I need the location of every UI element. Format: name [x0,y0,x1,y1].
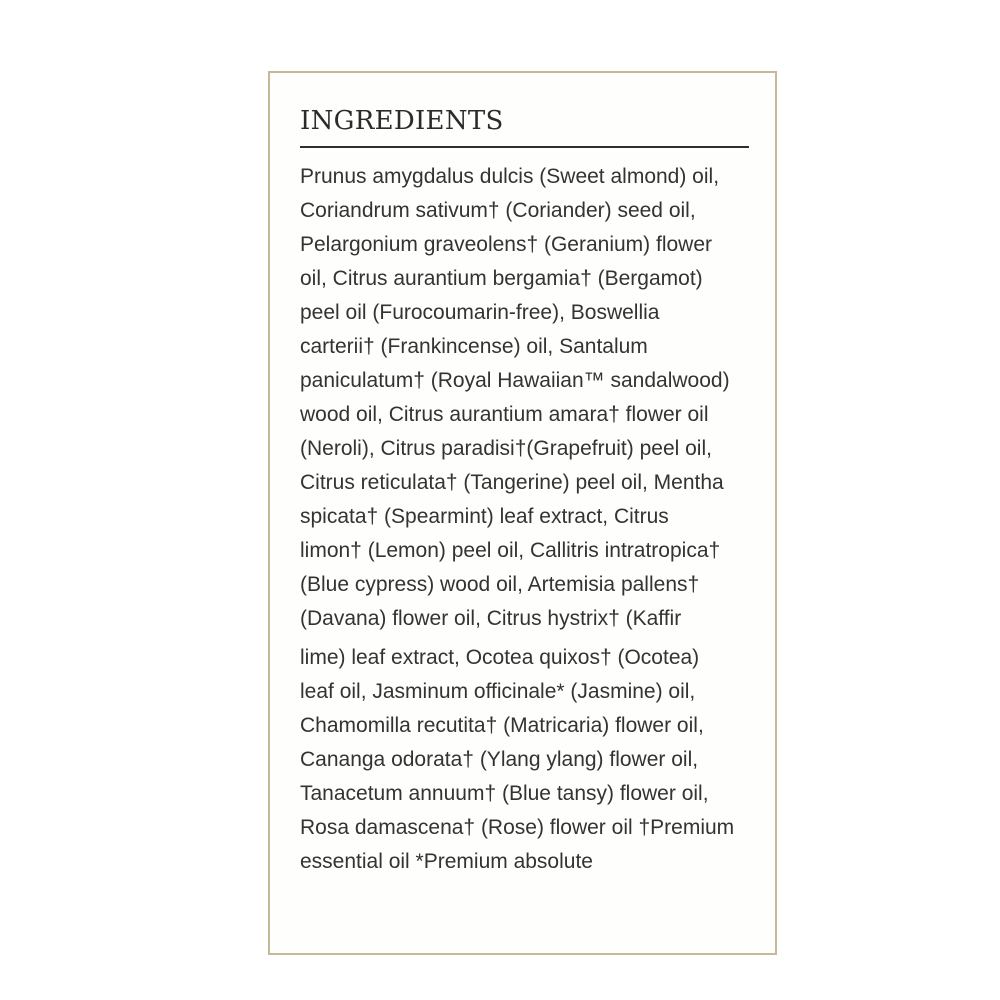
heading-divider [300,146,749,148]
ingredients-line: (Davana) flower oil, Citrus hystrix† (Kaffir [300,607,682,630]
ingredients-line: Rosa damascena† (Rose) flower oil †Premium [300,816,735,839]
ingredients-line: essential oil *Premium absolute [300,850,593,873]
ingredients-heading: INGREDIENTS [300,106,504,136]
ingredients-line: peel oil (Furocoumarin-free), Boswellia [300,301,660,324]
ingredients-line: Coriandrum sativum† (Coriander) seed oil, [300,199,696,222]
ingredients-line: lime) leaf extract, Ocotea quixos† (Ocotea) [300,646,700,669]
ingredients-line: leaf oil, Jasminum officinale* (Jasmine) oil, [300,680,696,703]
ingredients-line: (Neroli), Citrus paradisi†(Grapefruit) peel oil, [300,437,712,460]
ingredients-line: wood oil, Citrus aurantium amara† flower oil [300,403,709,426]
ingredients-line: (Blue cypress) wood oil, Artemisia pallens† [300,573,700,596]
ingredients-line: Prunus amygdalus dulcis (Sweet almond) oil, [300,165,720,188]
ingredients-line: paniculatum† (Royal Hawaiian™ sandalwood) [300,369,730,392]
ingredients-line: oil, Citrus aurantium bergamia† (Bergamot) [300,267,703,290]
ingredients-line: Tanacetum annuum† (Blue tansy) flower oil, [300,782,709,805]
ingredients-line: Pelargonium graveolens† (Geranium) flower [300,233,713,256]
ingredients-panel [268,71,777,955]
ingredients-line: Citrus reticulata† (Tangerine) peel oil, Mentha [300,471,724,494]
ingredients-line: Cananga odorata† (Ylang ylang) flower oil, [300,748,699,771]
ingredients-line: limon† (Lemon) peel oil, Callitris intratropica† [300,539,721,562]
ingredients-line: spicata† (Spearmint) leaf extract, Citrus [300,505,669,528]
ingredients-line: Chamomilla recutita† (Matricaria) flower oil, [300,714,704,737]
ingredients-line: carterii† (Frankincense) oil, Santalum [300,335,648,358]
ingredients-list [300,160,770,879]
